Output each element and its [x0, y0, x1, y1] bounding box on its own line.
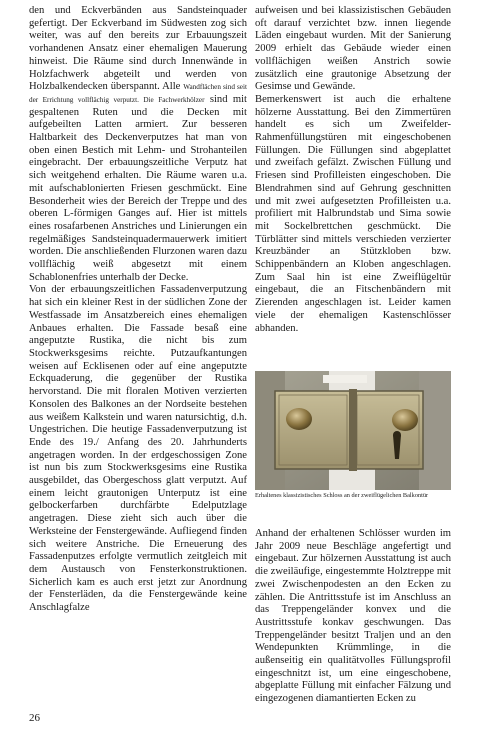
right-text-column-top: [255, 5, 451, 335]
paragraph-text: den und Eckverbänden aus Sandsteinquader gefertigt. Der Eckverband im Südwesten zog sich weiter, was auf den bereits zur Erbauungszeit vorhandenen Ansatz einer ehemaligen Mauerung hinweist. Die Räume sind durch Innenwände in Holzfachwerk abgeteilt und werden von Holzbalkendecken überspannt. Alle: [29, 5, 247, 93]
paragraph: Von der erbauungszeitlichen Fassadenverputzung hat sich ein kleiner Rest in der südlichen Zone der Westfassade im Ansatzbereich eines ehemaligen Anbaues erhalten. Die Fassade besaß eine angeputzte Rustika, die nicht bis zum Stockwerksgesims reichte. Putzaufkantungen weisen auf Ecklisenen oder auf eine angeputzte Eckquaderung, die gegenüber der Rustika hervorstand. Die mit floralen Motiven verzierten Konsolen des Balkones an der Nordseite bestehen aus weißem Kalkstein und waren natursichtig, d.h. Ungestrichen. Die heutige Fassadenverputzung ist Ende des 19./ Anfang des 20. Jahrhunderts angetragen worden. In der erdgeschossigen Zone ist nun bis zum Stockwerksgesims eine Rustika ausgebildet, das Obergeschoss glatt verputzt. Auf einem leicht grautonigen Unterputz ist eine gelbockerfarben durchfärbte Edelputzlage angetragen. Diese zieht sich auch über die Werksteine der Fenstergewände. Aufliegend finden sich weitere Anstriche. Die Erneuerung des Fassadenputzes erfolgte vermutlich zeitgleich mit dem Austausch von Fensterkonstruktionen. Sicherlich kam es auch erst jetzt zur Anordnung der Fensterläden, da die Fenstergewände keine Anschlagfalze: [29, 284, 247, 614]
paragraph: aufweisen und bei klassizistischen Gebäuden oft darauf verzichtet bzw. innen liegende Läden eingebaut wurden. Mit der Sanierung 2009 erhielt das Gebäude wieder einen vollflächigen weißen Anstrich sowie zusätzlich eine grautonige Absetzung der Gesimse und Gewände.: [255, 5, 451, 93]
left-text-column: [29, 5, 247, 615]
paragraph: Bemerkenswert ist auch die erhaltene hölzerne Ausstattung. Bei den Zimmertüren handelt es sich um Zweifelder-Rahmenfüllungstüren mit eingeschobenen Füllungen. Die Füllungen sind abgeplattet und zweifach gefälzt. Zwischen Füllung und Friesen sind Profilleisten eingeschoben. Die Blendrahmen sind auf Gehrung geschnitten und mit zwei aufgesetzten Profilleisten u.a. profiliert mit Halbrundstab und Sima sowie mit Sockelbrettchen geschmückt. Die Türblätter sind mittels verschieden verzierter Kreuzbänder an Stützkloben bzw. Schippenbändern an Kloben angeschlagen. Zum Saal hin ist eine Zweiflügeltür eingebaut, die an Fitschenbändern mit Zierenden angeschlagen ist. Leider kamen viele der ehemaligen Kastenschlösser abhanden.: [255, 93, 451, 334]
paragraph: [29, 5, 247, 284]
small-print-text: Wandflächen sind seit der Errichtung vollflächig verputzt. Die Fachwerkhölzer: [29, 83, 247, 104]
page-number: 26: [29, 712, 40, 724]
photo-caption: Erhaltenes klassizistisches Schloss an der zweiflügelichen Balkontür: [255, 492, 429, 499]
door-lock-photo: [255, 371, 451, 490]
door-lock-image: [255, 371, 451, 490]
paragraph: Anhand der erhaltenen Schlösser wurden im Jahr 2009 neue Beschläge angefertigt und eingebaut. Zur hölzernen Ausstattung ist auch die zweiläufige, eingestemmte Holztreppe mit zwei Zwischenpodesten an den Ecken zu zählen. Die Antrittsstufe ist im Anschluss an das Treppengeländer konvex und die Austrittsstufe konkav geschwungen. Das Treppengeländer besitzt Traljen und an den Wendepunkten Krümmlinge, in die außenseitig ein qualitätvolles Füllungsprofil eingeschnitzt ist, um eine eingeschobene, abgeplatte Füllung mit einfacher Fälzung und eingezogenen diamantierten Ecken zu: [255, 528, 451, 705]
right-text-column-bottom: [255, 528, 451, 706]
paragraph-text: sind mit gespaltenen Ruten und die Decken mit aufgebeilten Latten armiert. Zur besseren Haltbarkeit des Deckenverputzes hat man von oben einen Bestich mit Lehm- und Strohanteilen eingebracht. Der erbauungszeitliche Verputz hat sich weitgehend erhalten. Die Räume waren u.a. mit aufschablonierten Friesen geschmückt. Eine Besonderheit wies der Bereich der Treppe und des oberen L-förmigen Ganges auf. Hier ist mittels eines rosafarbenen Anstriches und Linierungen ein regelmäßiges Sandsteinquadermauerwerk imitiert worden. Die anschließenden Flurzonen waren dazu vollflächig weiß abgesetzt mit einem Schablonenfries unterhalb der Decke.: [29, 93, 247, 283]
